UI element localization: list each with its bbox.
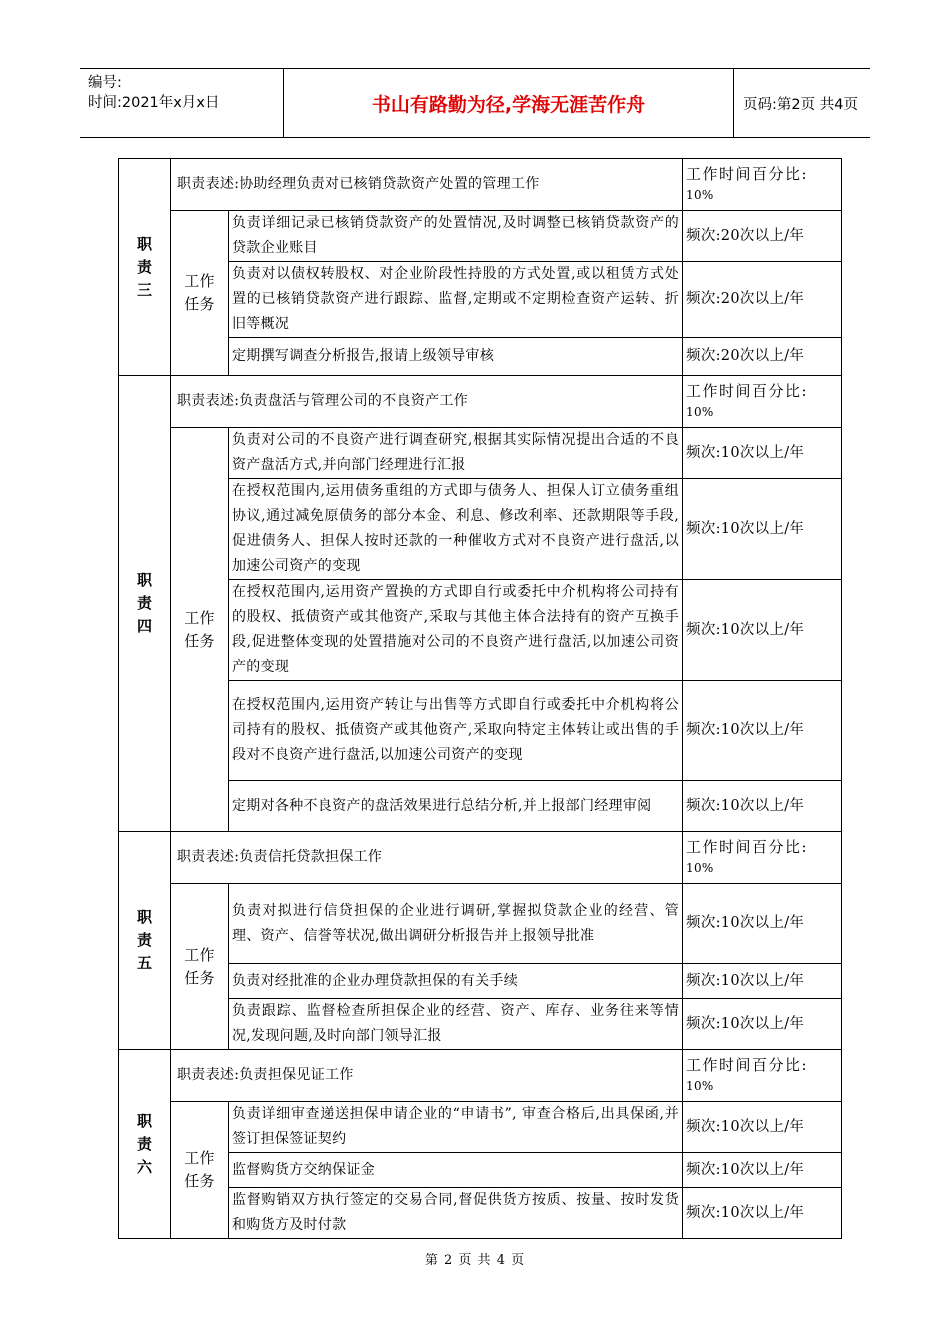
work-label-line: 工作 (184, 945, 215, 964)
header-meta (80, 69, 283, 137)
time-percentage (683, 832, 842, 884)
work-label-line: 任务 (184, 1172, 215, 1190)
time-percentage-label: 工作时间百分比: (686, 837, 809, 856)
duty-name-char: 三 (136, 280, 152, 299)
duty-name-char: 职 (136, 234, 152, 253)
page-header (80, 68, 870, 138)
duty-name-char: 职 (136, 1111, 152, 1130)
task-frequency: 频次:20次以上/年 (683, 338, 842, 376)
duty-name-char: 责 (136, 1134, 152, 1153)
number-label: 编号: (88, 75, 122, 91)
task-frequency: 频次:10次以上/年 (683, 428, 842, 479)
task-frequency: 频次:10次以上/年 (683, 999, 842, 1050)
task-frequency: 频次:20次以上/年 (683, 262, 842, 338)
time-label: 时间:2021年x月x日 (88, 95, 220, 111)
duty-name-char: 责 (136, 931, 152, 949)
duty-description: 职责表述:负责信托贷款担保工作 (171, 832, 683, 884)
time-percentage (683, 376, 842, 428)
duty-description: 职责表述:负责盘活与管理公司的不良资产工作 (171, 376, 683, 428)
duty-name-char: 四 (136, 617, 152, 635)
work-task-label (171, 1102, 229, 1239)
task-text: 负责详细审查递送担保申请企业的“申请书”, 审查合格后,出具保函,并签订担保签证契约 (229, 1102, 683, 1153)
task-text: 定期撰写调查分析报告,报请上级领导审核 (229, 338, 683, 376)
duty-name-char: 职 (136, 908, 152, 926)
task-row (119, 211, 842, 262)
task-text: 负责跟踪、监督检查所担保企业的经营、资产、库存、业务往来等情况,发现问题,及时向部门领导汇报 (229, 999, 683, 1050)
task-text: 负责对经批准的企业办理贷款担保的有关手续 (229, 964, 683, 999)
time-percentage-value: 10% (686, 404, 714, 419)
time-percentage-value: 10% (686, 187, 714, 202)
task-text: 监督购销双方执行签定的交易合同,督促供货方按质、按量、按时发货和购货方及时付款 (229, 1188, 683, 1239)
task-frequency: 频次:10次以上/年 (683, 479, 842, 580)
duties-table (118, 158, 842, 1239)
duty-name-char: 六 (136, 1157, 152, 1176)
task-frequency: 频次:20次以上/年 (683, 211, 842, 262)
work-task-label (171, 211, 229, 376)
time-percentage (683, 159, 842, 211)
task-text: 负责对拟进行信贷担保的企业进行调研,掌握拟贷款企业的经营、管理、资产、信誉等状况,做出调研分析报告并上报领导批准 (229, 884, 683, 964)
task-frequency: 频次:10次以上/年 (683, 1188, 842, 1239)
task-frequency: 频次:10次以上/年 (683, 1153, 842, 1188)
duty-name (119, 159, 171, 376)
task-text: 负责对公司的不良资产进行调查研究,根据其实际情况提出合适的不良资产盘活方式,并向部门经理进行汇报 (229, 428, 683, 479)
duty-description: 职责表述:负责担保见证工作 (171, 1050, 683, 1102)
duty-summary-row (119, 1050, 842, 1102)
task-row (119, 1102, 842, 1153)
task-row (119, 428, 842, 479)
work-label-line: 工作 (184, 1149, 215, 1167)
task-frequency: 频次:10次以上/年 (683, 964, 842, 999)
work-label-line: 工作 (184, 272, 215, 290)
work-label-line: 任务 (184, 968, 215, 987)
duty-summary-row (119, 376, 842, 428)
header-page-label: 页码:第2页 共4页 (743, 96, 858, 113)
time-percentage-label: 工作时间百分比: (686, 1055, 809, 1074)
page-footer: 第 2 页 共 4 页 (424, 1253, 526, 1268)
task-row (119, 884, 842, 964)
duty-name-char: 职 (136, 571, 152, 589)
task-text: 在授权范围内,运用资产转让与出售等方式即自行或委托中介机构将公司持有的股权、抵债资产或其他资产,采取向特定主体转让或出售的手段对不良资产进行盘活,以加速公司资产的变现 (229, 681, 683, 781)
duty-name-char: 五 (136, 954, 152, 972)
time-percentage-label: 工作时间百分比: (686, 164, 809, 183)
duty-description: 职责表述:协助经理负责对已核销贷款资产处置的管理工作 (171, 159, 683, 211)
time-percentage-label: 工作时间百分比: (686, 381, 809, 400)
time-percentage (683, 1050, 842, 1102)
work-label-line: 任务 (184, 295, 215, 313)
duty-name-char: 责 (136, 257, 152, 276)
task-text: 在授权范围内,运用资产置换的方式即自行或委托中介机构将公司持有的股权、抵债资产或其他资产,采取与其他主体合法持有的资产互换手段,促进整体变现的处置措施对公司的不良资产进行盘活,以加速公司资产的变现 (229, 580, 683, 681)
time-percentage-value: 10% (686, 860, 714, 875)
task-text: 定期对各种不良资产的盘活效果进行总结分析,并上报部门经理审阅 (229, 781, 683, 832)
duty-summary-row (119, 832, 842, 884)
duty-name-char: 责 (136, 594, 152, 612)
duty-summary-row (119, 159, 842, 211)
duty-name (119, 1050, 171, 1239)
time-percentage-value: 10% (686, 1078, 714, 1093)
work-label-line: 工作 (184, 608, 215, 627)
task-text: 在授权范围内,运用债务重组的方式即与债务人、担保人订立债务重组协议,通过减免原债务的部分本金、利息、修改利率、还款期限等手段,促进债务人、担保人按时还款的一种催收方式对不良资产进行盘活,以加速公司资产的变现 (229, 479, 683, 580)
task-frequency: 频次:10次以上/年 (683, 580, 842, 681)
work-task-label (171, 884, 229, 1050)
work-task-label (171, 428, 229, 832)
task-frequency: 频次:10次以上/年 (683, 1102, 842, 1153)
duty-name (119, 832, 171, 1050)
duties-body (119, 159, 842, 1239)
task-text: 负责对以债权转股权、对企业阶段性持股的方式处置,或以租赁方式处置的已核销贷款资产进行跟踪、监督,定期或不定期检查资产运转、折旧等概况 (229, 262, 683, 338)
task-frequency: 频次:10次以上/年 (683, 884, 842, 964)
duty-name (119, 376, 171, 832)
task-frequency: 频次:10次以上/年 (683, 781, 842, 832)
header-motto: 书山有路勤为径,学海无涯苦作舟 (283, 69, 734, 137)
work-label-line: 任务 (184, 631, 215, 650)
task-text: 负责详细记录已核销贷款资产的处置情况,及时调整已核销贷款资产的贷款企业账目 (229, 211, 683, 262)
task-frequency: 频次:10次以上/年 (683, 681, 842, 781)
task-text: 监督购货方交纳保证金 (229, 1153, 683, 1188)
